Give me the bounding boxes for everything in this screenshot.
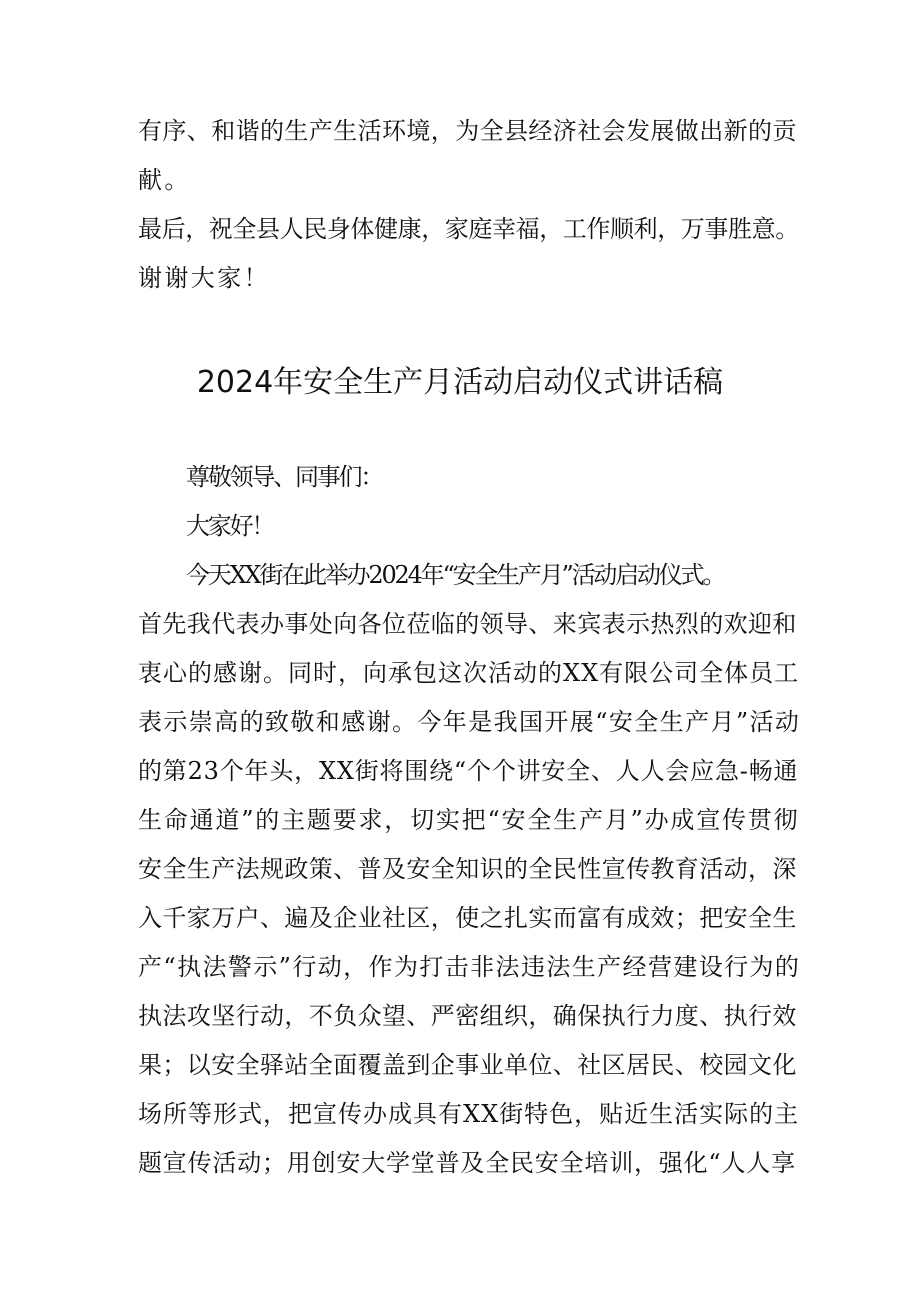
body-line-4: 表示崇高的致敬和感谢。今年是我国开展“安全生产月”活动 xyxy=(138,708,801,736)
body-line-2: 首先我代表办事处向各位莅临的领导、来宾表示热烈的欢迎和 xyxy=(138,610,797,638)
body-line-7: 安全生产法规政策、普及安全知识的全民性宣传教育活动，深 xyxy=(138,855,797,883)
body-line-3: 衷心的感谢。同时，向承包这次活动的XX有限公司全体员工 xyxy=(138,659,800,687)
body-line-11: 果；以安全驿站全面覆盖到企事业单位、社区居民、校园文化 xyxy=(138,1051,797,1079)
previous-text-line-2: 献。 xyxy=(138,166,191,194)
body-line-8: 入千家万户、遍及企业社区，使之扎实而富有成效；把安全生 xyxy=(138,904,797,932)
body-line-9: 产“执法警示”行动，作为打击非法违法生产经营建设行为的 xyxy=(138,953,801,981)
document-title: 2024年安全生产月活动启动仪式讲话稿 xyxy=(196,365,724,400)
body-line-13: 题宣传活动；用创安大学堂普及全民安全培训，强化“人人享 xyxy=(138,1149,796,1177)
body-line-12: 场所等形式，把宣传办成具有XX街特色，贴近生活实际的主 xyxy=(138,1100,800,1128)
greeting: 大家好！ xyxy=(186,512,274,540)
closing-wishes-line: 最后，祝全县人民身体健康，家庭幸福，工作顺利，万事胜意。 xyxy=(138,215,799,243)
thanks-line: 谢谢大家！ xyxy=(138,264,270,292)
body-line-1: 今天XX街在此举办2024年“安全生产月”活动启动仪式。 xyxy=(186,561,725,589)
previous-text-line-1: 有序、和谐的生产生活环境，为全县经济社会发展做出新的贡 xyxy=(138,117,797,145)
salutation: 尊敬领导、同事们： xyxy=(186,463,383,491)
body-line-5: 的第23个年头，XX街将围绕“个个讲安全、人人会应急-畅通 xyxy=(138,757,799,785)
body-line-6: 生命通道”的主题要求，切实把“安全生产月”办成宣传贯彻 xyxy=(138,806,800,834)
body-line-10: 执法攻坚行动，不负众望、严密组织，确保执行力度、执行效 xyxy=(138,1002,797,1030)
